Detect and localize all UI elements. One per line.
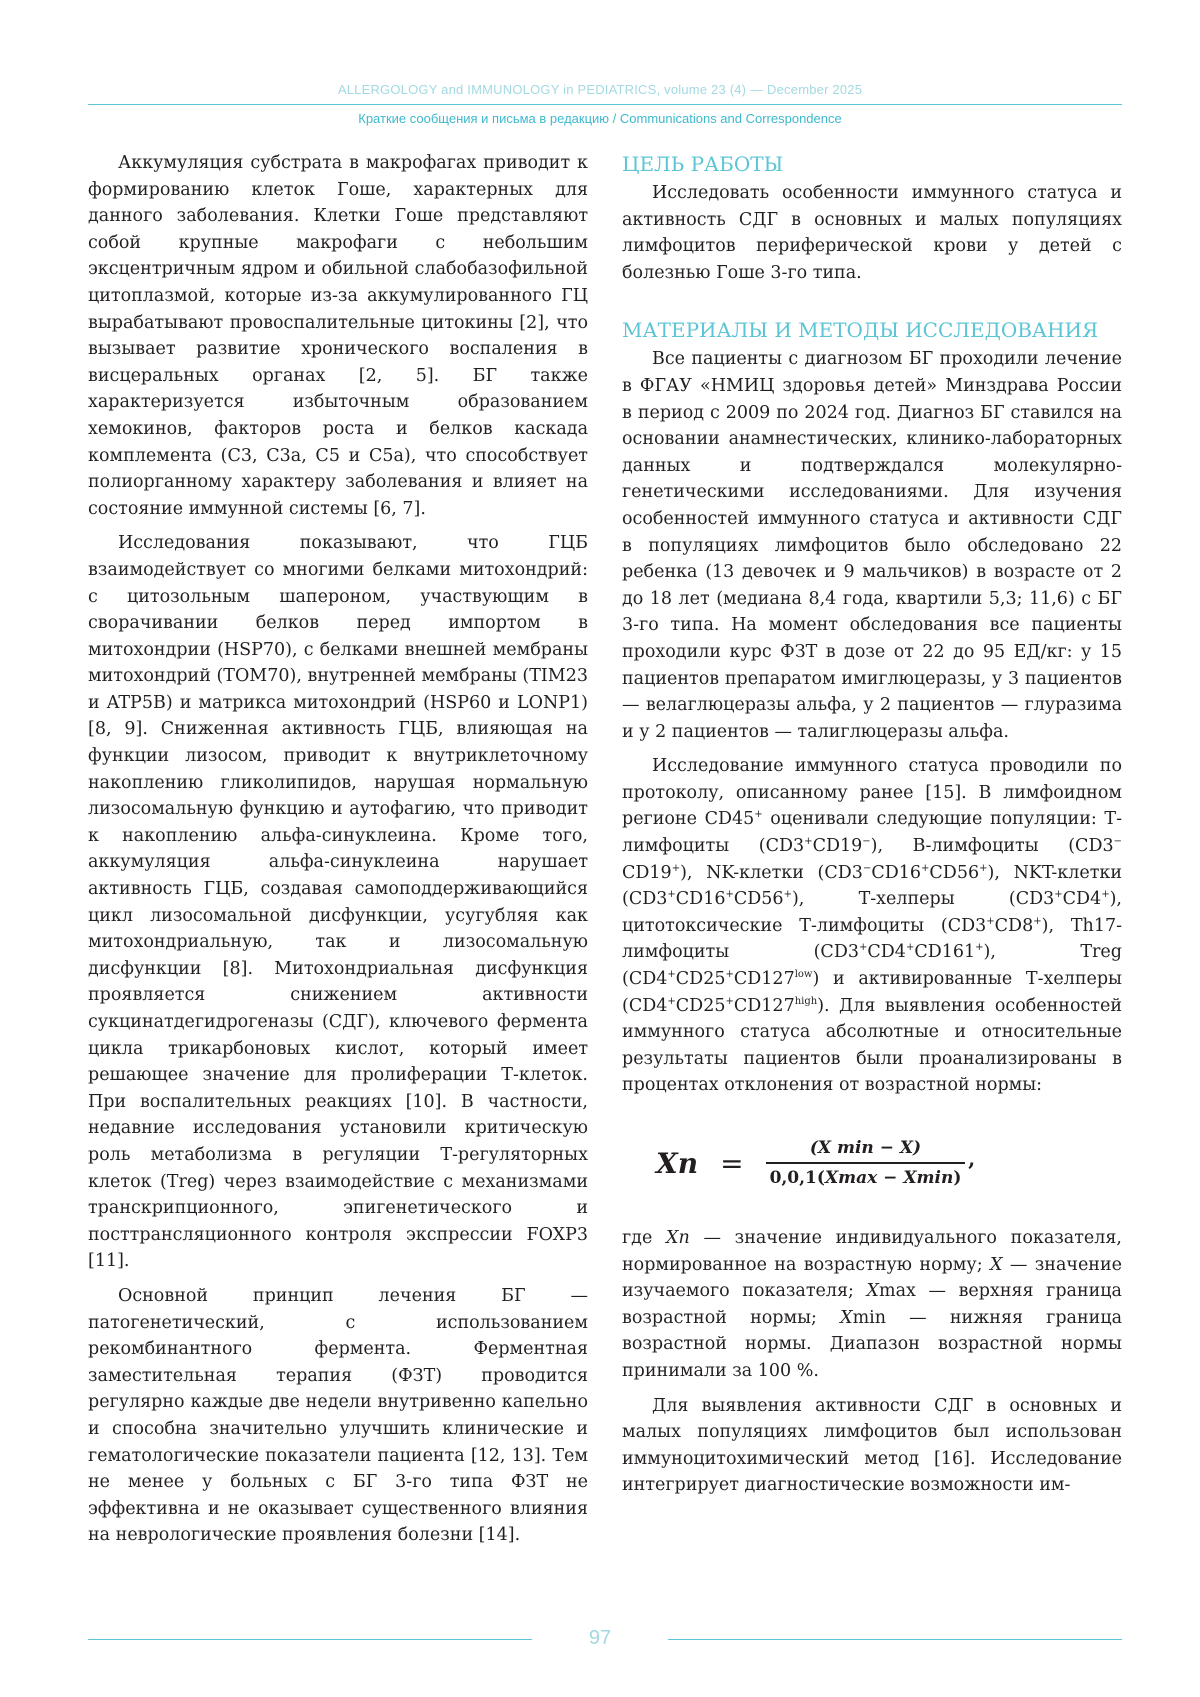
footer-divider-right [668,1639,1122,1640]
section-header: Краткие сообщения и письма в редакцию / Communications and Correspondence [358,111,842,126]
intro-paragraph-3: Основной принцип лечения БГ — патогенетический, с использованием рекомбинантного фермента. Ферментная заместительная терапия (ФЗТ) проводится регулярно каждые две недели внутривенно капельно и способна значительно улучшить клинические и гематологические показатели пациента [12, 13]. Тем не менее у больных с БГ 3-го типа ФЗТ не эффективна и не оказывает существенного влияния на неврологические проявления болезни [14]. [88,1285,588,1546]
intro-paragraph-2: Исследования показывают, что ГЦБ взаимодействует со многими белками митохондрий: с цитозольным шапероном, участвующим в сворачивании белков перед импортом в митохондрии (HSP70), с белками внешней мембраны митохондрий (TOM70), внутренней мембраны (TIM23 и ATP5B) и матрикса митохондрий (HSP60 и LONP1) [8, 9]. Сниженная активность ГЦБ, влияющая на функции лизосом, приводит к внутриклеточному накоплению гликолипидов, нарушая нормальную лизосомальную функцию и аутофагию, что приводит к накоплению альфа-синуклеина. Кроме того, аккумуляция альфа-синуклеина нарушает активность ГЦБ, создавая самоподдерживающийся цикл лизосомальной дисфункции, усугубляя как митохондриальную, так и лизосомальную дисфункции [8]. Митохондриальная дисфункция проявляется снижением активности сукцинатдегидрогеназы (СДГ), ключевого фермента цикла трикарбоновых кислот, который имеет решающее значение для пролиферации Т-клеток. При воспалительных реакциях [10]. В частности, недавние исследования установили критическую роль метаболизма в регуляции Т-регуляторных клеток (Treg) через взаимодействие с механизмами транскрипционного, эпигенетического и посттрансляционного контроля экспрессии FOXP3 [11]. [88,533,588,1272]
methods-paragraph-1: Все пациенты с диагнозом БГ проходили лечение в ФГАУ «НМИЦ здоровья детей» Минздрава России в период с 2009 по 2024 год. Диагноз БГ ставился на основании анамнестических, клинико-лабораторных данных и подтверждался молекулярно-генетическими исследованиями. Для изучения особенностей иммунного статуса и активности СДГ в популяциях лимфоцитов было обследовано 22 ребенка (13 девочек и 9 мальчиков) в возрасте от 2 до 18 лет (медиана 8,4 года, квартили 5,3; 11,6) с БГ 3-го типа. На момент обследования все пациенты проходили курс ФЗТ в дозе от 22 до 95 ЕД/кг: у 15 пациентов препаратом имиглюцеразы, у 3 пациентов — велаглюцеразы альфа, у 2 пациентов — глуразима и у 2 пациентов — талиглюцеразы альфа. [622,349,1122,742]
formula-fraction [766,1138,966,1188]
formula-denominator: 0,0,1(Xmax − Xmin) [766,1162,966,1188]
aim-heading: ЦЕЛЬ РАБОТЫ [622,152,784,176]
normalization-formula [656,1125,1122,1201]
aim-paragraph: Исследовать особенности иммунного статуса и активность СДГ в основных и малых популяциях лимфоцитов периферической крови у детей с болезнью Гоше 3-го типа. [622,183,1122,283]
left-column [88,150,588,1557]
methods-paragraph-4: Для выявления активности СДГ в основных и малых популяциях лимфоцитов был использован иммуноцитохимический метод [16]. Исследование интегрирует диагностические возможности им- [622,1395,1122,1496]
methods-heading: МАТЕРИАЛЫ И МЕТОДЫ ИССЛЕДОВАНИЯ [622,318,1099,343]
formula-comma: ’ [967,1159,976,1185]
formula-explanation: где Xn — значение индивидуального показателя, нормированное на возрастную норму; X — значение изучаемого показателя; Xmax — верхняя граница возрастной нормы; Xmin — нижняя граница возрастной нормы. Диапазон возрастной нормы принимали за 100 %. [622,1228,1123,1381]
page-footer [0,1627,1200,1651]
formula-lhs: Xn [656,1146,699,1180]
right-column [622,150,1122,1507]
page-number: 97 [588,1627,612,1649]
intro-paragraph-1: Аккумуляция субстрата в макрофагах приводит к формированию клеток Гоше, характерных для данного заболевания. Клетки Гоше представляют собой крупные макрофаги с небольшим эксцентричным ядром и обильной слабобазофильной цитоплазмой, которые из-за аккумулированного ГЦ вырабатывают провоспалительные цитокины [2], что вызывает развитие хронического воспаления в висцеральных органах [2, 5]. БГ также характеризуется избыточным образованием хемокинов, факторов роста и белков каскада комплемента (C3, C3a, C5 и C5a), что способствует полиорганному характеру заболевания и влияет на состояние иммунной системы [6, 7]. [88,153,588,519]
formula-numerator: (X min − X) [809,1138,922,1158]
formula-equals: = [720,1146,744,1180]
journal-header: ALLERGOLOGY and IMMUNOLOGY in PEDIATRICS, volume 23 (4) — December 2025 [337,82,863,97]
footer-divider-left [88,1639,532,1640]
header-divider [88,104,1122,105]
methods-paragraph-2: Исследование иммунного статуса проводили по протоколу, описанному ранее [15]. В лимфоидном регионе CD45+ оценивали следующие популяции: Т-лимфоциты (CD3+CD19−), В-лимфоциты (CD3− CD19+), NK-клетки (CD3−CD16+CD56+), NKT-клетки (CD3+CD16+CD56+), Т-хелперы (CD3+CD4+), цитотоксические Т-лимфоциты (CD3+CD8+), Th17-лимфоциты (CD3+CD4+CD161+), Treg $(CD4^+CD25^+CD127^{low})$ и активированные Т-хелперы $(CD4^+CD25^+CD127^{high})$. Для выявления особенностей иммунного статуса абсолютные и относительные результаты пациентов были проанализированы в процентах отклонения от возрастной нормы: [622,756,1123,1096]
